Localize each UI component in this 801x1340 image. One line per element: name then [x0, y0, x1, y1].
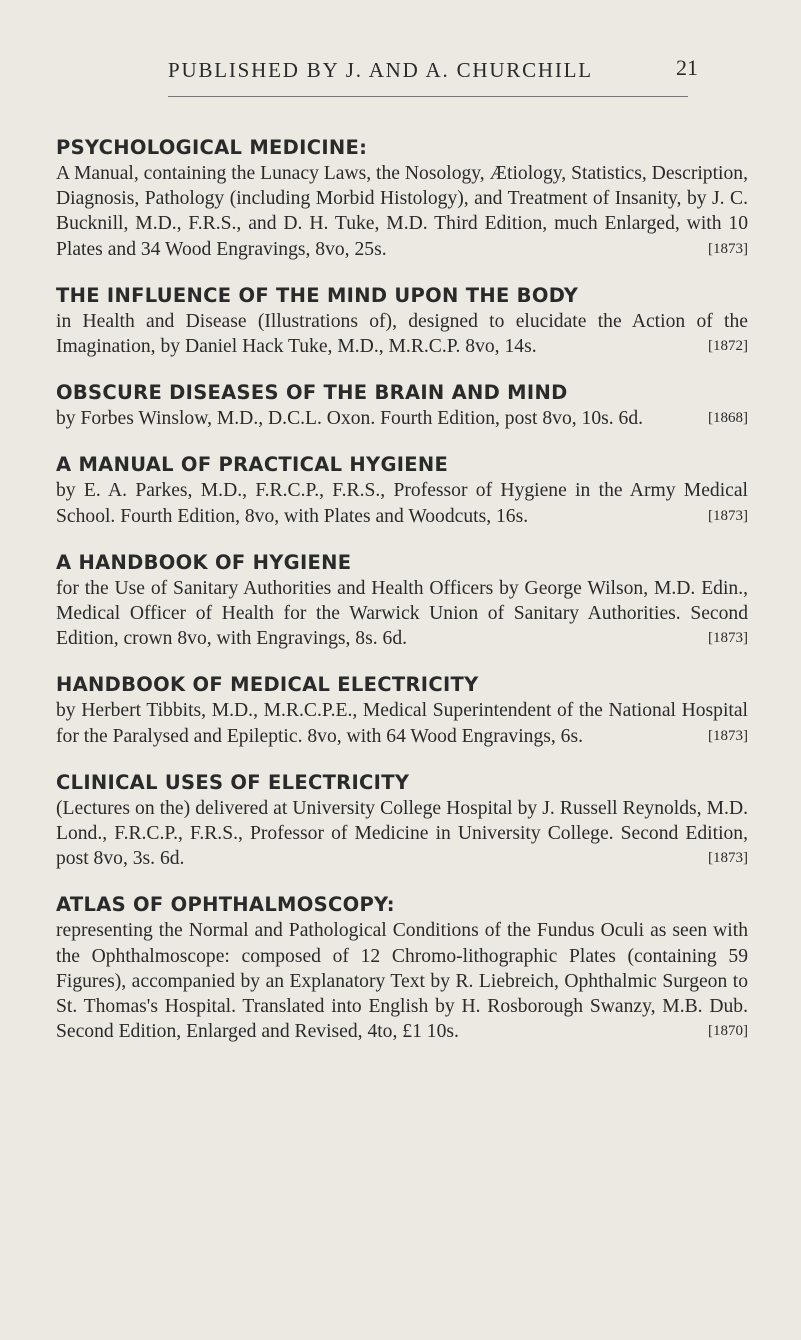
entry-description	[56, 576, 748, 652]
entry-text: for the Use of Sanitary Authorities and Health Officers by George Wilson, M.D. Edin., Medical Officer of Health for the Warwick Union of Sanitary Authorities. Second Edition, crown 8vo, with Engravings, 8s. 6d.	[56, 577, 748, 650]
publication-year: [1872]	[708, 338, 748, 355]
publication-year: [1870]	[708, 1023, 748, 1040]
catalogue-entry	[56, 673, 748, 748]
entry-text: by Herbert Tibbits, M.D., M.R.C.P.E., Medical Superintendent of the National Hospital for the Paralysed and Epileptic. 8vo, with 64 Wood Engravings, 6s.	[56, 700, 748, 747]
publication-year: [1873]	[708, 630, 748, 647]
entry-title: ATLAS OF OPHTHALMOSCOPY:	[56, 893, 395, 917]
publication-year: [1868]	[708, 410, 748, 427]
catalogue-entry	[56, 893, 748, 1044]
publication-year: [1873]	[708, 507, 748, 524]
entry-description	[56, 309, 748, 359]
catalogue-entry	[56, 551, 748, 652]
entry-text: (Lectures on the) delivered at University College Hospital by J. Russell Reynolds, M.D. Lond., F.R.C.P., F.R.S., Professor of Medicine in University College. Second Edition, post 8vo, 3s. 6d.	[56, 797, 748, 870]
catalogue-entry	[56, 136, 748, 262]
entry-text: A Manual, containing the Lunacy Laws, the Nosology, Ætiology, Statistics, Description, Diagnosis, Pathology (including Morbid Histology), and Treatment of Insanity, by J. C. Bucknill, M.D., F.R.S., and D. H. Tuke, M.D. Third Edition, much Enlarged, with 10 Plates and 34 Wood Engravings, 8vo, 25s.	[56, 163, 748, 260]
entry-title: PSYCHOLOGICAL MEDICINE:	[56, 136, 368, 159]
entry-title: HANDBOOK OF MEDICAL ELECTRICITY	[56, 673, 479, 697]
entry-title: THE INFLUENCE OF THE MIND UPON THE BODY	[56, 283, 579, 307]
entry-title: A MANUAL OF PRACTICAL HYGIENE	[56, 453, 449, 477]
running-head: PUBLISHED BY J. AND A. CHURCHILL	[168, 58, 593, 82]
page-number: 21	[676, 55, 698, 80]
publication-year: [1873]	[708, 240, 748, 257]
entry-description	[56, 161, 748, 262]
entry-description	[56, 918, 748, 1044]
catalogue-entry	[56, 284, 748, 359]
entry-description	[56, 698, 748, 748]
publication-year: [1873]	[708, 727, 748, 744]
publication-year: [1873]	[708, 850, 748, 867]
catalogue-entry	[56, 771, 748, 872]
catalogue-entry	[56, 453, 748, 528]
catalogue-entries	[56, 136, 748, 1066]
entry-title: CLINICAL USES OF ELECTRICITY	[56, 770, 410, 794]
catalogue-entry	[56, 381, 748, 431]
entry-text: by E. A. Parkes, M.D., F.R.C.P., F.R.S., Professor of Hygiene in the Army Medical School. Fourth Edition, 8vo, with Plates and Woodcuts, 16s.	[56, 480, 748, 527]
entry-text: by Forbes Winslow, M.D., D.C.L. Oxon. Fourth Edition, post 8vo, 10s. 6d.	[56, 408, 644, 430]
entry-title: OBSCURE DISEASES OF THE BRAIN AND MIND	[56, 381, 568, 405]
entry-text: in Health and Disease (Illustrations of), designed to elucidate the Action of the Imagination, by Daniel Hack Tuke, M.D., M.R.C.P. 8vo, 14s.	[56, 310, 748, 358]
entry-description	[56, 796, 748, 872]
entry-description	[56, 406, 748, 431]
entry-title: A HANDBOOK OF HYGIENE	[56, 550, 352, 574]
header-rule	[168, 96, 688, 97]
entry-text: representing the Normal and Pathological Conditions of the Fundus Oculi as seen with the Ophthalmoscope: composed of 12 Chromo-lithographic Plates (containing 59 Figures), accompanied by an Explanatory Text by R. Liebreich, Ophthalmic Surgeon to St. Thomas's Hospital. Translated into English by H. Rosborough Swanzy, M.B. Dub. Second Edition, Enlarged and Revised, 4to, £1 10s.	[56, 920, 748, 1043]
entry-description	[56, 478, 748, 528]
